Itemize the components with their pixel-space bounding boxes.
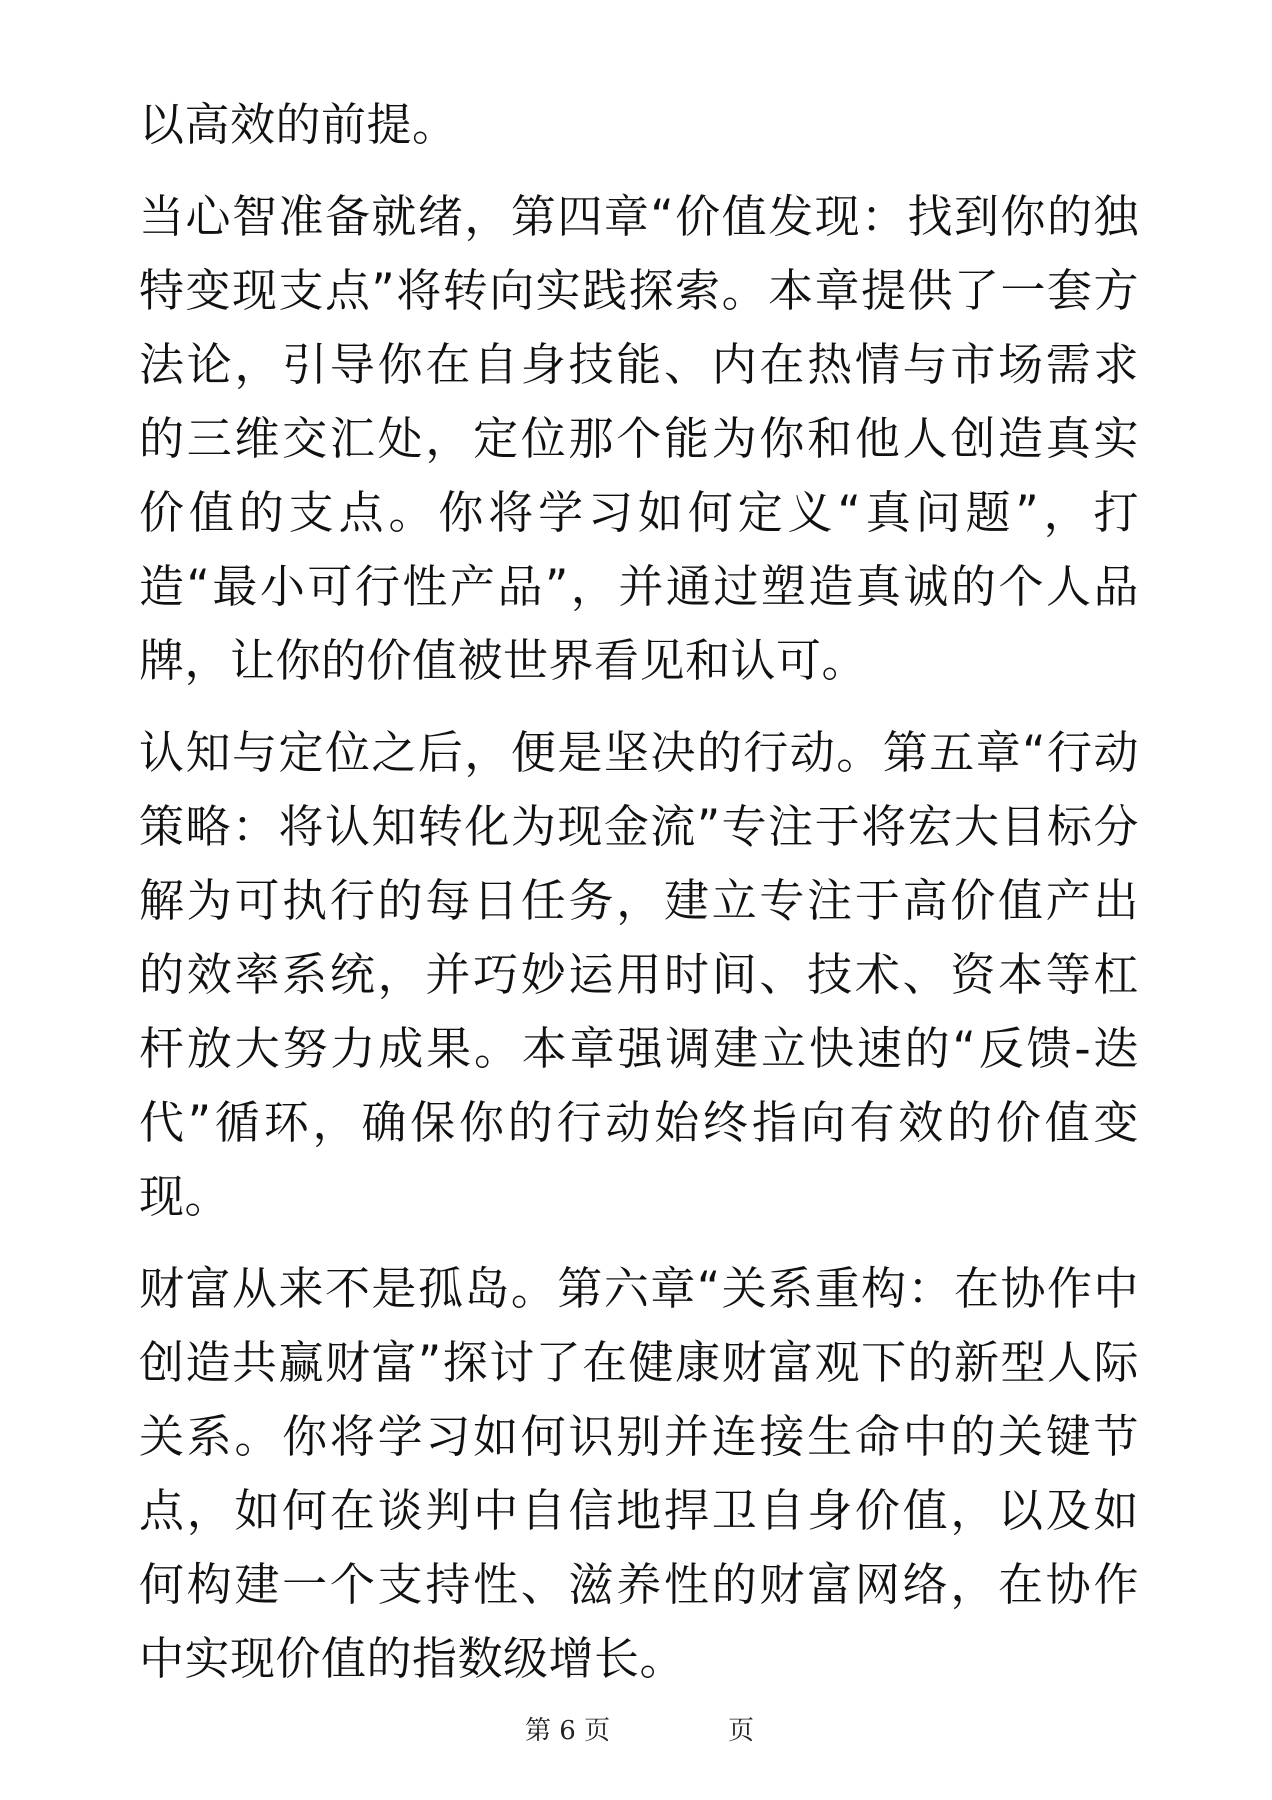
page-suffix: 页	[728, 1716, 755, 1746]
paragraph-chapter-four: 当心智准备就绪，第四章“价值发现：找到你的独特变现支点”将转向实践探索。本章提供了一套方法论，引导你在自身技能、内在热情与市场需求的三维交汇处，定位那个能为你和他人创造真实价值的支点。你将学习如何定义“真问题”，打造“最小可行性产品”，并通过塑造真诚的个人品牌，让你的价值被世界看见和认可。	[139, 190, 1139, 687]
page-number: 第 6 页	[525, 1716, 611, 1746]
paragraph-chapter-six: 财富从来不是孤岛。第六章“关系重构：在协作中创造共赢财富”探讨了在健康财富观下的新型人际关系。你将学习如何识别并连接生命中的关键节点，如何在谈判中自信地捍卫自身价值，以及如何构建一个支持性、滋养性的财富网络，在协作中实现价值的指数级增长。	[139, 1262, 1139, 1685]
paragraph-chapter-five: 认知与定位之后，便是坚决的行动。第五章“行动策略：将认知转化为现金流”专注于将宏大目标分解为可执行的每日任务，建立专注于高价值产出的效率系统，并巧妙运用时间、技术、资本等杠杆放大努力成果。本章强调建立快速的“反馈-迭代”循环，确保你的行动始终指向有效的价值变现。	[139, 726, 1139, 1223]
body-text	[139, 88, 1139, 1714]
paragraph-continuation: 以高效的前提。	[139, 98, 458, 151]
page-footer	[0, 1710, 1272, 1750]
